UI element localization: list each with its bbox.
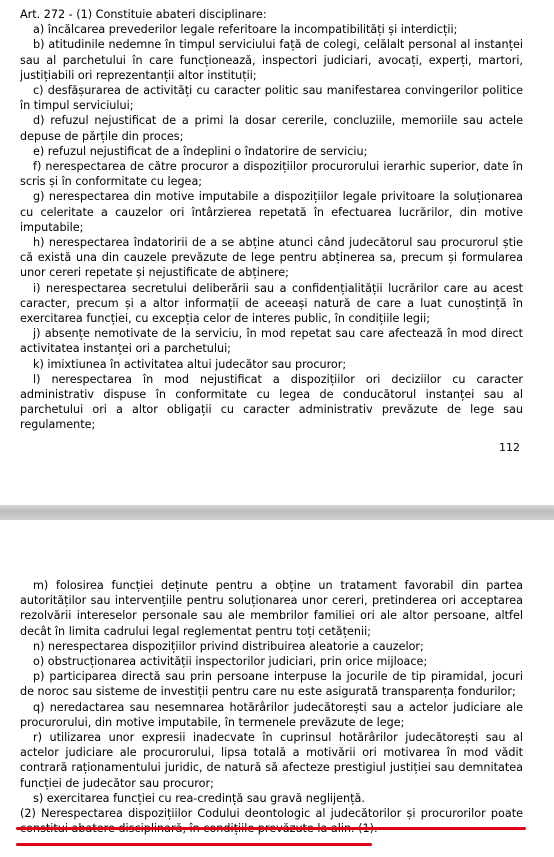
red-underline-2 xyxy=(16,843,372,846)
paragraph-g: g) nerespectarea din motive imputabile a dispozițiilor legale privitoare la soluționarea cu celeritate a cauzelor ori întârzierea repetată în efectuarea lucrărilor, din motive imputabile; xyxy=(20,190,523,234)
paragraph-n: n) nerespectarea dispozițiilor privind distribuirea aleatorie a cauzelor; xyxy=(33,639,424,653)
article-heading: Art. 272 - (1) Constituie abateri disciplinare: xyxy=(20,8,267,21)
paragraph-b: b) atitudinile nedemne în timpul serviciului față de colegi, celălalt personal al instanței sau al parchetului în care funcționează, inspectori judiciari, avocați, experți, martori, justițiabili ori reprezentanții altor instituții; xyxy=(20,38,523,82)
paragraph-a: a) încălcarea prevederilor legale referitoare la incompatibilități și interdicții; xyxy=(33,23,458,37)
paragraph-i: i) nerespectarea secretului deliberării sau a confidențialității lucrărilor care au acest caracter, precum și a altor informații de aceeași natură de care a luat cunoștință în exercitarea funcției, cu excepția celor de interes public, în condițiile legii; xyxy=(20,281,523,326)
paragraph-e: e) refuzul nejustificat de a îndeplini o îndatorire de serviciu; xyxy=(33,144,368,158)
paragraph-h: h) nerespectarea îndatoririi de a se abține atunci când judecătorul sau procurorul știe că există una din cauzele prevăzute de lege pentru abținerea sa, precum și formularea unor cereri repetate și nejustificate de abținere; xyxy=(20,236,523,280)
paragraph-f: f) nerespectarea de către procuror a dispozițiilor procurorului ierarhic superior, date în scris și în conformitate cu legea; xyxy=(20,160,523,189)
paragraph-r: r) utilizarea unor expresii inadecvate în cuprinsul hotărârilor judecătorești sau al actelor judiciare ale procurorului, lipsa totală a motivării ori motivarea în mod vădit contrară raționamentului juridic, de natură să afecteze prestigiul justiției sau demnitatea funcției de judecător sau procuror; xyxy=(20,731,523,790)
page-number: 112 xyxy=(499,441,520,454)
paragraph-m: m) folosirea funcției deținute pentru a obține un tratament favorabil din partea autorităților sau intervențiile pentru soluționarea unor cereri, pretinderea ori acceptarea rezolvării intereselor personale sau ale membrilor familiei ori ale altor persoane, altfel decât în limita cadrului legal reglementat pentru toți cetățenii; xyxy=(20,579,523,638)
paragraph-l: l) nerespectarea în mod nejustificat a dispozițiilor ori deciziilor cu caracter administrativ dispuse în conformitate cu legea de conducătorul instanței sau al parchetului ori a altor obligații cu caracter administrativ prevăzute de lege sau regulamente; xyxy=(20,372,523,432)
paragraph-j: j) absențe nemotivate de la serviciu, în mod repetat sau care afectează în mod direct activitatea instanței ori a parchetului; xyxy=(20,327,523,356)
paragraph-c: c) desfășurarea de activități cu caracter politic sau manifestarea convingerilor politice în timpul serviciului; xyxy=(20,84,523,113)
paragraph-q: q) neredactarea sau nesemnarea hotărârilor judecătorești sau a actelor judiciare ale procurorului, din motive imputabile, în termenele prevăzute de lege; xyxy=(20,700,523,729)
paragraph-s: s) exercitarea funcției cu rea-credință sau gravă neglijență. xyxy=(33,791,365,805)
paragraph-p: p) participarea directă sau prin persoane interpuse la jocurile de tip piramidal, jocuri de noroc sau sisteme de investiții pentru care nu este asigurată transparența fondurilor; xyxy=(20,670,523,699)
paragraph-2: (2) Nerespectarea dispozițiilor Codului deontologic al judecătorilor și procurorilor poate xyxy=(20,807,523,821)
red-underline-1 xyxy=(16,827,526,830)
page-separator xyxy=(0,505,554,520)
page-2-text xyxy=(20,578,523,836)
paragraph-d: d) refuzul nejustificat de a primi la dosar cererile, concluziile, memoriile sau actele depuse de părțile din proces; xyxy=(20,114,523,143)
paragraph-k: k) imixtiunea în activitatea altui judecător sau procuror; xyxy=(33,357,347,371)
paragraph-o: o) obstrucționarea activității inspectorilor judiciari, prin orice mijloace; xyxy=(33,655,428,669)
page-1-text xyxy=(20,7,523,433)
